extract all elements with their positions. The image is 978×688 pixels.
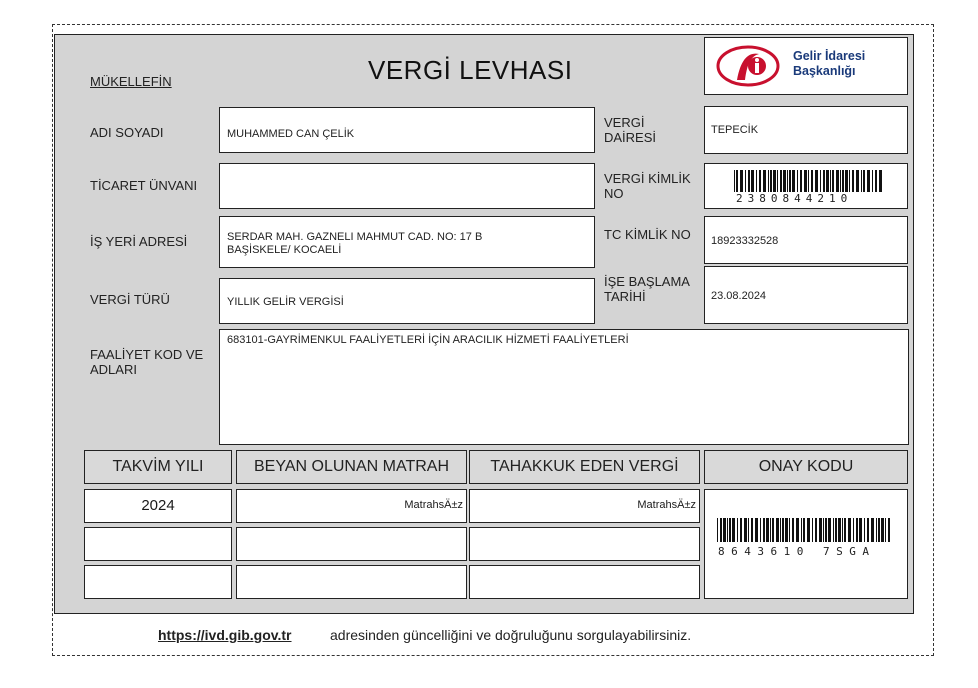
barcode-bar (748, 170, 750, 192)
barcode-bar (768, 170, 769, 192)
barcode-bar (867, 518, 869, 542)
table-cell-year-2 (84, 527, 232, 561)
barcode-bar (780, 170, 782, 192)
table-cell-matrah-3 (236, 565, 467, 599)
ticaret-unvani-field (219, 163, 595, 209)
barcode-bar (867, 170, 870, 192)
barcode-bar (789, 518, 790, 542)
adi-soyadi-label: ADI SOYADI (90, 125, 164, 140)
tc-kimlik-field (704, 216, 908, 264)
verification-link[interactable]: https://ivd.gib.gov.tr (158, 627, 292, 643)
barcode-bar (797, 170, 798, 192)
gib-logo (704, 37, 908, 95)
vergi-turu-value: YILLIK GELİR VERGİSİ (227, 296, 344, 308)
barcode-bar (773, 170, 776, 192)
header-takvim-yili: TAKVİM YILI (84, 450, 232, 484)
barcode-bar (792, 518, 794, 542)
ise-baslama-label: İŞE BAŞLAMA TARİHİ (604, 274, 690, 304)
barcode-bar (770, 518, 771, 542)
barcode-bar (800, 170, 802, 192)
ticaret-unvani-label: TİCARET ÜNVANI (90, 178, 198, 193)
barcode-bar (875, 170, 877, 192)
barcode-bar (828, 518, 831, 542)
faaliyet-field (219, 329, 909, 445)
barcode-bar (856, 518, 858, 542)
barcode-bar (852, 170, 854, 192)
adi-soyadi-value: MUHAMMED CAN ÇELİK (227, 128, 355, 140)
barcode-bar (729, 518, 731, 542)
vergi-kimlik-digits: 2380844210 (736, 192, 853, 205)
barcode-bar (756, 170, 757, 192)
barcode-bar (789, 170, 791, 192)
vergi-turu-label: VERGİ TÜRÜ (90, 292, 170, 307)
onay-kodu-cell (704, 489, 908, 599)
vergi-kimlik-field (704, 163, 908, 209)
header-beyan-olunan-matrah: BEYAN OLUNAN MATRAH (236, 450, 467, 484)
barcode-bar (808, 170, 809, 192)
adi-soyadi-field (219, 107, 595, 153)
barcode-bar (849, 170, 850, 192)
barcode-bar (872, 170, 873, 192)
barcode-bar (717, 518, 718, 542)
barcode-bar (823, 518, 824, 542)
barcode-bar (760, 518, 761, 542)
barcode-bar (844, 518, 846, 542)
barcode-bar (723, 518, 726, 542)
tc-kimlik-label: TC KİMLİK NO (604, 227, 691, 242)
barcode-bar (796, 518, 799, 542)
barcode-bar (734, 170, 735, 192)
table-cell-matrah-2 (236, 527, 467, 561)
ise-baslama-field (704, 266, 908, 324)
onay-kodu-barcode (717, 518, 895, 542)
header-onay-kodu: ONAY KODU (704, 450, 908, 484)
barcode-bar (766, 518, 769, 542)
barcode-bar (838, 518, 841, 542)
barcode-bar (842, 170, 844, 192)
barcode-bar (763, 518, 765, 542)
barcode-bar (811, 170, 813, 192)
table-cell-year-3 (84, 565, 232, 599)
barcode-bar (732, 518, 735, 542)
is-yeri-adresi-line1: SERDAR MAH. GAZNELI MAHMUT CAD. NO: 17 B (227, 231, 483, 243)
logo-line1: Gelir İdaresi (793, 49, 866, 63)
barcode-bar (881, 518, 884, 542)
barcode-bar (785, 518, 788, 542)
barcode-bar (825, 518, 827, 542)
barcode-bar (807, 518, 810, 542)
barcode-bar (885, 518, 886, 542)
barcode-bar (740, 170, 743, 192)
barcode-bar (751, 170, 754, 192)
barcode-bar (780, 518, 781, 542)
barcode-bar (826, 170, 829, 192)
faaliyet-label: FAALİYET KOD VE ADLARI (90, 347, 204, 377)
barcode-bar (801, 518, 802, 542)
barcode-bar (748, 518, 749, 542)
barcode-bar (878, 518, 880, 542)
barcode-bar (835, 518, 837, 542)
barcode-bar (879, 170, 882, 192)
barcode-bar (871, 518, 874, 542)
barcode-bar (782, 518, 784, 542)
onay-kodu-digits: 8643610 7SGA (718, 545, 876, 558)
barcode-bar (820, 170, 821, 192)
barcode-bar (888, 518, 890, 542)
page-title: VERGİ LEVHASI (368, 55, 573, 85)
barcode-bar (812, 518, 813, 542)
barcode-bar (864, 518, 865, 542)
barcode-bar (815, 170, 818, 192)
barcode-bar (819, 518, 822, 542)
vergi-kimlik-label: VERGİ KİMLİK NO (604, 171, 691, 201)
gib-logo-icon (715, 44, 781, 88)
barcode-bar (848, 518, 851, 542)
barcode-bar (770, 170, 772, 192)
barcode-bar (836, 170, 839, 192)
table-cell-year-1: 2024 (84, 489, 232, 523)
barcode-bar (804, 170, 807, 192)
barcode-bar (845, 170, 848, 192)
barcode-bar (736, 170, 738, 192)
barcode-bar (859, 518, 862, 542)
table-cell-vergi-2 (469, 527, 700, 561)
barcode-bar (792, 170, 795, 192)
barcode-bar (787, 170, 788, 192)
barcode-bar (744, 518, 747, 542)
barcode-bar (815, 518, 817, 542)
barcode-bar (783, 170, 786, 192)
table-cell-vergi-1: MatrahsÄ±z (469, 489, 700, 523)
barcode-bar (863, 170, 865, 192)
header-tahakkuk-eden-vergi: TAHAKKUK EDEN VERGİ (469, 450, 700, 484)
vergi-dairesi-label: VERGİ DAİRESİ (604, 115, 657, 145)
barcode-bar (833, 518, 834, 542)
logo-line2: Başkanlığı (793, 64, 856, 78)
barcode-bar (740, 518, 742, 542)
barcode-bar (772, 518, 774, 542)
barcode-bar (745, 170, 746, 192)
barcode-bar (856, 170, 859, 192)
ise-baslama-value: 23.08.2024 (711, 290, 767, 302)
faaliyet-value: 683101-GAYRİMENKUL FAALİYETLERİ İÇİN ARACILIK HİZMETİ FAALİYETLERİ (227, 334, 629, 346)
barcode-bar (861, 170, 862, 192)
barcode-bar (876, 518, 877, 542)
vergi-dairesi-value: TEPECİK (711, 124, 759, 136)
barcode-bar (751, 518, 753, 542)
mukellefin-heading: MÜKELLEFİN (90, 74, 172, 89)
tc-kimlik-value: 18923332528 (711, 235, 779, 247)
vergi-dairesi-field (704, 106, 908, 154)
barcode-bar (853, 518, 854, 542)
footer-text: adresinden güncelliğini ve doğruluğunu sorgulayabilirsiniz. (330, 627, 692, 643)
is-yeri-adresi-label: İŞ YERİ ADRESİ (90, 234, 188, 249)
barcode-bar (832, 170, 834, 192)
table-cell-vergi-3 (469, 565, 700, 599)
barcode-bar (720, 518, 722, 542)
barcode-bar (737, 518, 738, 542)
table-cell-matrah-1: MatrahsÄ±z (236, 489, 467, 523)
vergi-kimlik-barcode (734, 170, 884, 192)
barcode-bar (763, 170, 766, 192)
barcode-bar (727, 518, 728, 542)
barcode-bar (840, 170, 841, 192)
barcode-bar (823, 170, 825, 192)
barcode-bar (830, 170, 831, 192)
vergi-turu-field (219, 278, 595, 324)
barcode-bar (777, 170, 778, 192)
barcode-bar (842, 518, 843, 542)
barcode-bar (776, 518, 779, 542)
barcode-bar (755, 518, 758, 542)
is-yeri-adresi-line2: BAŞİSKELE/ KOCAELİ (227, 244, 342, 256)
barcode-bar (803, 518, 805, 542)
is-yeri-adresi-field (219, 216, 595, 268)
barcode-bar (759, 170, 761, 192)
